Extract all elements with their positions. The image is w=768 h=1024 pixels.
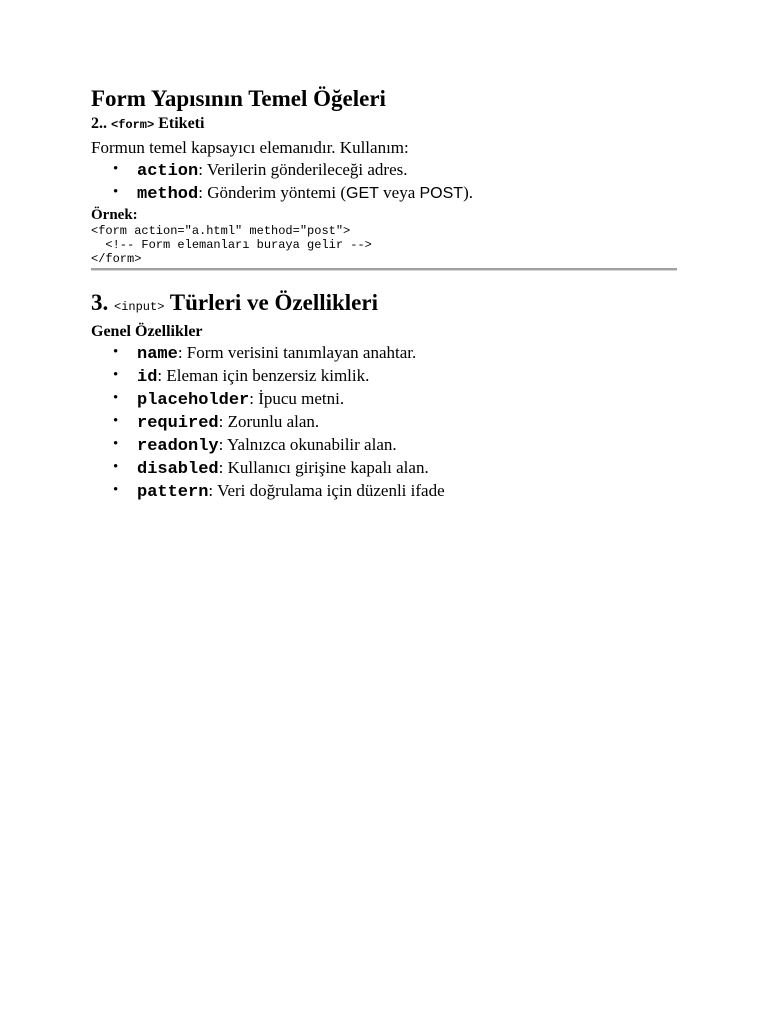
bullet-icon: • [113,413,119,429]
attr-name: id [137,368,158,387]
bullet-icon: • [113,436,119,452]
bullet-icon: • [113,344,119,360]
attr-name-action: action [137,162,199,181]
section-divider [91,268,677,271]
form-attribute-list [91,159,677,205]
attr-name: name [137,345,178,364]
subheading-label: Etiketi [158,115,205,132]
document-page [91,84,677,503]
bullet-icon: • [113,459,119,475]
example-label: Örnek: [91,207,138,223]
attr-desc: : Zorunlu alan. [218,412,320,431]
attr-desc-method-before: Gönderim yöntemi ( [207,183,347,202]
list-item-readonly [91,434,677,457]
form-tag-code: <form> [111,118,155,132]
list-item-name [91,342,677,365]
attr-name: required [137,414,219,433]
attr-sep: : [198,183,208,202]
bullet-icon: • [113,367,119,383]
attr-name: readonly [137,437,219,456]
bullet-icon: • [113,482,119,498]
list-item-method [91,182,677,205]
section-title-input-types [91,288,677,322]
section-input-types [91,288,677,503]
subheading-number: 2.. [91,115,107,132]
list-item-disabled [91,457,677,480]
input-tag-code: <input> [114,300,165,314]
attr-desc: : Yalnızca okunabilir alan. [218,435,397,454]
attr-name: disabled [137,460,219,479]
bullet-icon: • [113,390,119,406]
attr-sep: : [198,160,207,179]
attr-name-method: method [137,185,199,204]
example-code-block: <form action="a.html" method="post"> <!-- Form elemanları buraya gelir --> </form> [91,224,372,266]
list-item-placeholder [91,388,677,411]
method-post: POST [419,185,464,202]
attr-desc-action: Verilerin gönderileceği adres. [206,160,408,179]
method-get: GET [346,185,379,202]
attr-desc: : Form verisini tanımlayan anahtar. [177,343,417,362]
attr-name: placeholder [137,391,250,410]
section-title-text: Türleri ve Özellikleri [169,290,378,315]
attr-desc: : Veri doğrulama için düzenli ifade [208,481,445,500]
attr-desc: : İpucu metni. [249,389,345,408]
bullet-icon: • [113,184,119,200]
section-title-form-structure: Form Yapısının Temel Öğeleri [91,86,386,111]
bullet-icon: • [113,161,119,177]
form-intro-text: Formun temel kapsayıcı elemanıdır. Kullanım: [91,138,409,157]
subheading-general-attributes: Genel Özellikler [91,323,203,340]
attr-desc-method-after: ). [463,183,473,202]
attr-desc: : Eleman için benzersiz kimlik. [157,366,370,385]
list-item-required [91,411,677,434]
input-attribute-list [91,342,677,503]
attr-desc-method-mid: veya [378,183,420,202]
attr-name: pattern [137,483,209,502]
list-item-action [91,159,677,182]
list-item-id [91,365,677,388]
section-number: 3. [91,290,109,315]
attr-desc: : Kullanıcı girişine kapalı alan. [218,458,429,477]
list-item-pattern [91,480,677,503]
subheading-form-tag [91,114,677,135]
